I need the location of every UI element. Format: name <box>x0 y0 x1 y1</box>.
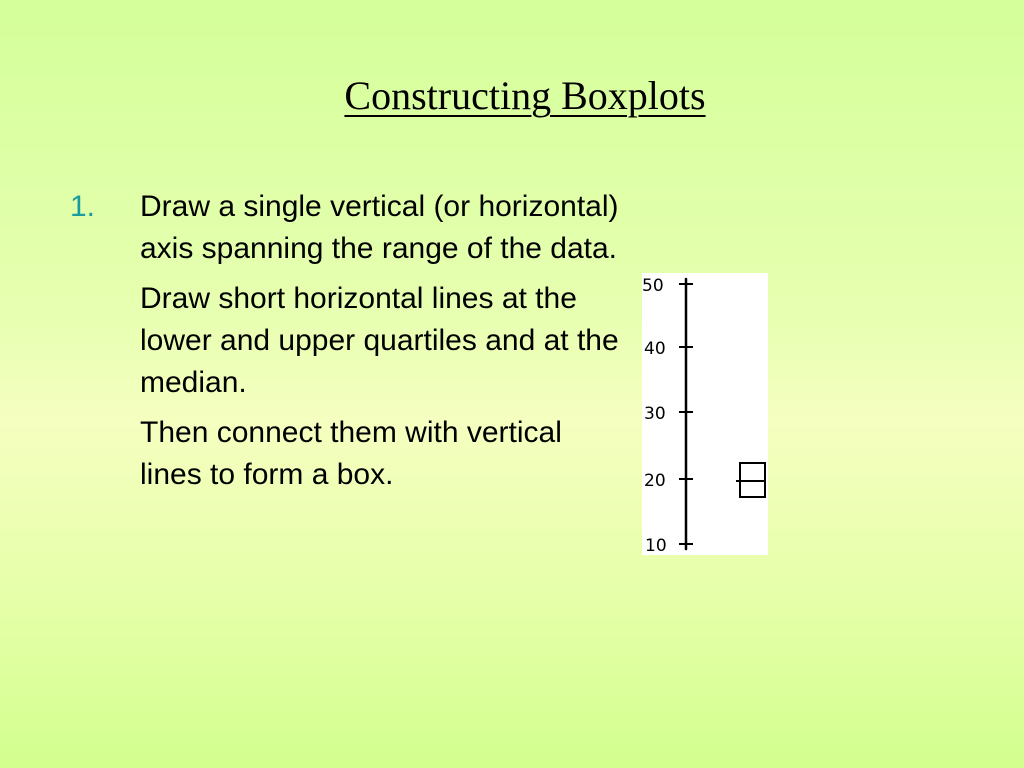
list-body <box>140 186 620 504</box>
bullet-list <box>70 186 630 504</box>
list-item <box>70 186 630 504</box>
boxplot-sketch-svg <box>642 273 768 555</box>
paragraph-connect-box: Then connect them with vertical lines to form a box. <box>140 416 562 491</box>
slide-title <box>0 72 1024 119</box>
paragraph-quartile-lines: Draw short horizontal lines at the lower and upper quartiles and at the median. <box>140 282 619 399</box>
tick-label-50: 50 <box>642 276 664 296</box>
tick-label-20: 20 <box>644 471 666 491</box>
tick-label-10: 10 <box>645 536 667 555</box>
tick-label-40: 40 <box>644 339 666 359</box>
slide-title-text: Constructing Boxplots <box>344 73 706 118</box>
list-number: 1. <box>70 190 96 223</box>
boxplot-sketch <box>642 273 768 555</box>
tick-label-30: 30 <box>644 404 666 424</box>
paragraph-axis: Draw a single vertical (or horizontal) axis spanning the range of the data. <box>140 190 619 265</box>
